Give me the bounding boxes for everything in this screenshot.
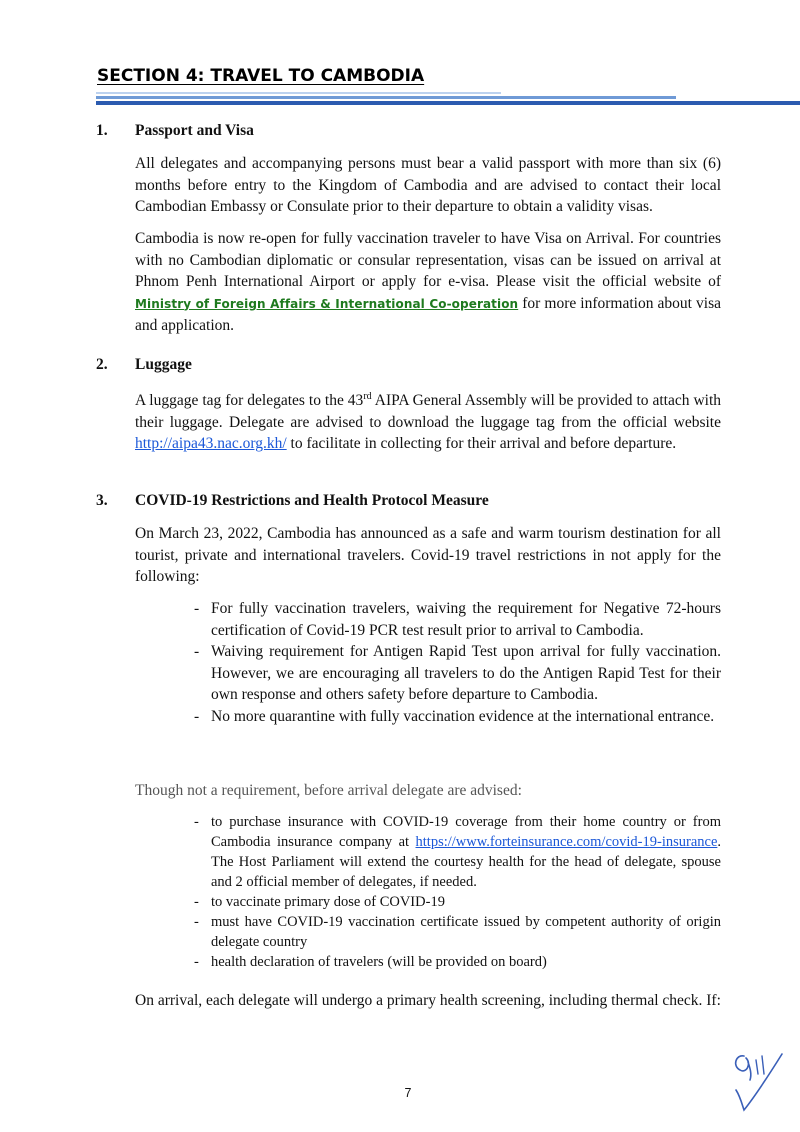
advice-text-end: . The Host Parliament will extend the courtesy health for the head of delegate, spouse and 2 official member of delegates, if needed. bbox=[211, 834, 721, 890]
heading-number: 1. bbox=[96, 122, 108, 139]
mfa-link[interactable]: Ministry of Foreign Affairs & International Co-operation bbox=[135, 296, 519, 311]
heading-number: 3. bbox=[96, 492, 108, 509]
list-item: - No more quarantine with fully vaccination evidence at the international entrance. bbox=[194, 706, 721, 728]
list-item: - health declaration of travelers (will be provided on board) bbox=[194, 952, 721, 972]
list-item bbox=[194, 812, 721, 892]
visa-paragraph bbox=[135, 228, 721, 337]
passport-paragraph: All delegates and accompanying persons must bear a valid passport with more than six (6) months before entry to the Kingdom of Cambodia and are advised to contact their local Cambodian Embassy or Consulate prior to their departure to obtain a validity visas. bbox=[135, 155, 721, 215]
advice-list bbox=[194, 812, 721, 972]
luggage-text: A luggage tag for delegates to the 43 bbox=[135, 392, 364, 410]
heading-text: Passport and Visa bbox=[135, 122, 254, 139]
forte-insurance-link[interactable]: https://www.forteinsurance.com/covid-19-insurance bbox=[415, 834, 718, 850]
luggage-text-end: to facilitate in collecting for their arrival and before departure. bbox=[286, 435, 677, 453]
advice-text: to purchase insurance with COVID-19 coverage from their home country or from Cambodia insurance company at bbox=[211, 814, 721, 850]
restrictions-list bbox=[194, 598, 721, 727]
list-item: - Waiving requirement for Antigen Rapid Test upon arrival for fully vaccination. However, we are encouraging all travelers to do the Antigen Rapid Test for their own response and others safety before departure to Cambodia. bbox=[194, 641, 721, 706]
aipa43-website-link[interactable]: http://aipa43.nac.org.kh/ bbox=[135, 435, 287, 453]
decorative-bar-mid bbox=[96, 96, 676, 99]
list-item: - must have COVID-19 vaccination certificate issued by competent authority of origin delegate country bbox=[194, 912, 721, 952]
covid-intro-paragraph: On March 23, 2022, Cambodia has announced as a safe and warm tourism destination for all tourist, private and international travelers. Covid-19 travel restrictions in not apply for the following: bbox=[135, 525, 721, 585]
luggage-paragraph bbox=[135, 386, 721, 455]
arrival-paragraph: On arrival, each delegate will undergo a primary health screening, including thermal check. If: bbox=[135, 992, 721, 1009]
heading-passport-visa bbox=[96, 122, 254, 140]
visa-text-end: for more information about visa and application. bbox=[135, 294, 721, 334]
decorative-bar-thick bbox=[96, 101, 800, 105]
heading-luggage bbox=[96, 356, 192, 374]
list-item: - to vaccinate primary dose of COVID-19 bbox=[194, 892, 721, 912]
heading-text: COVID-19 Restrictions and Health Protocol Measure bbox=[135, 492, 489, 509]
heading-covid bbox=[96, 492, 489, 510]
heading-number: 2. bbox=[96, 356, 108, 373]
visa-text: Cambodia is now re-open for fully vaccination traveler to have Visa on Arrival. For countries with no Cambodian diplomatic or consular representation, visas can be issued on arrival at Phnom Penh International Airport or apply for e-visa. Please visit the official website of bbox=[135, 230, 721, 290]
decorative-bar-thin bbox=[96, 92, 501, 94]
section-title: SECTION 4: TRAVEL TO CAMBODIA bbox=[97, 66, 425, 86]
page-number: 7 bbox=[404, 1086, 412, 1100]
list-item: - For fully vaccination travelers, waiving the requirement for Negative 72-hours certification of Covid-19 PCR test result prior to arrival to Cambodia. bbox=[194, 598, 721, 641]
ordinal-suffix: rd bbox=[363, 391, 372, 402]
advised-intro: Though not a requirement, before arrival delegate are advised: bbox=[135, 782, 522, 799]
luggage-text-mid: AIPA General Assembly will be provided to attach with their luggage. Delegate are advised to download the luggage tag from the official website bbox=[135, 392, 721, 431]
initials-signature-mark bbox=[722, 1044, 792, 1114]
heading-text: Luggage bbox=[135, 356, 192, 373]
title-decorative-bars bbox=[96, 92, 800, 106]
